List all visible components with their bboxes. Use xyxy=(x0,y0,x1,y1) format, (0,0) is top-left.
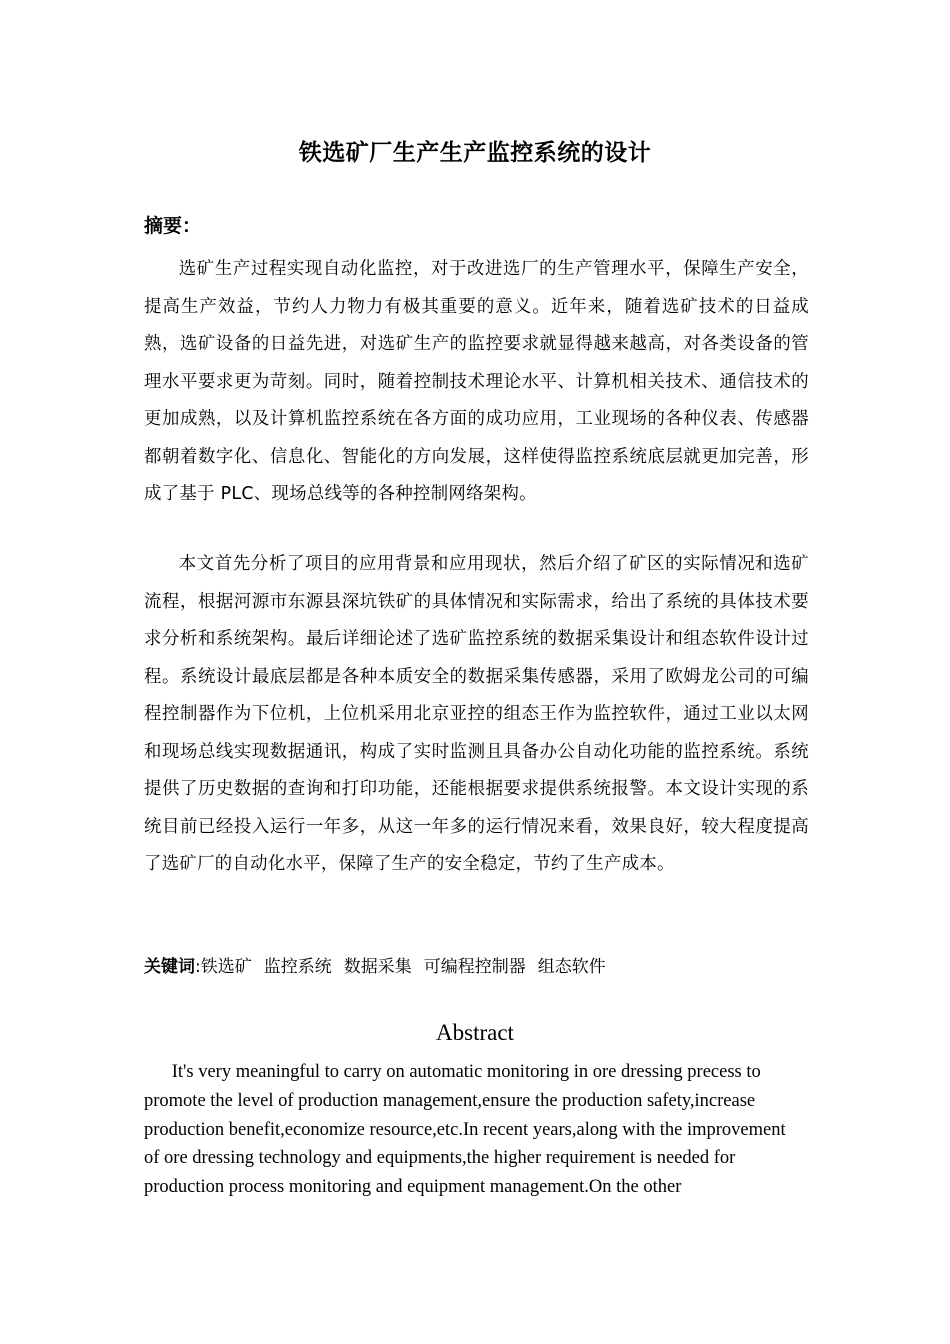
keywords-label: 关键词 xyxy=(144,957,195,977)
document-title: 铁选矿厂生产生产监控系统的设计 xyxy=(298,140,652,166)
keywords-separator: : xyxy=(195,957,201,977)
keyword-item: 可编程控制器 xyxy=(423,957,526,977)
keyword-item: 铁选矿 xyxy=(200,957,252,977)
english-abstract-heading: Abstract xyxy=(436,1020,514,1045)
abstract-heading: 摘要： xyxy=(144,215,202,237)
keyword-item: 监控系统 xyxy=(263,957,332,977)
abstract-paragraph-2: 本文首先分析了项目的应用背景和应用现状，然后介绍了矿区的实际情况和选矿流程，根据河源市东源县深坑铁矿的具体情况和实际需求，给出了系统的具体技术要求分析和系统架构。最后详细论述了选矿监控系统的数据采集设计和组态软件设计过程。系统设计最底层都是各种本质安全的数据采集传感器，采用了欧姆龙公司的可编程控制器作为下位机，上位机采用北京亚控的组态王作为监控软件，通过工业以太网和现场总线实现数据通讯，构成了实时监测且具备办公自动化功能的监控系统。系统提供了历史数据的查询和打印功能，还能根据要求提供系统报警。本文设计实现的系统目前已经投入运行一年多，从这一年多的运行情况来看，效果良好，较大程度提高了选矿厂的自动化水平，保障了生产的安全稳定，节约了生产成本。 xyxy=(144,554,809,874)
keyword-item: 数据采集 xyxy=(343,957,412,977)
english-abstract-paragraph: It's very meaningful to carry on automatic monitoring in ore dressing precess to promote the level of production management,ensure the production safety,increase production benefit,economize resource,etc.In recent years,along with the improvement of ore dressing technology and equipments,the higher requirement is needed for production process monitoring and equipment management.On the other xyxy=(144,1062,786,1198)
abstract-paragraph-1: 选矿生产过程实现自动化监控，对于改进选厂的生产管理水平，保障生产安全，提高生产效益，节约人力物力有极其重要的意义。近年来，随着选矿技术的日益成熟，选矿设备的日益先进，对选矿生产的监控要求就显得越来越高，对各类设备的管理水平要求更为苛刻。同时，随着控制技术理论水平、计算机相关技术、通信技术的更加成熟，以及计算机监控系统在各方面的成功应用，工业现场的各种仪表、传感器都朝着数字化、信息化、智能化的方向发展，这样使得监控系统底层就更加完善，形成了基于 PLC、现场总线等的各种控制网络架构。 xyxy=(144,259,809,504)
keyword-item: 组态软件 xyxy=(537,957,606,977)
keywords-line xyxy=(144,954,618,980)
